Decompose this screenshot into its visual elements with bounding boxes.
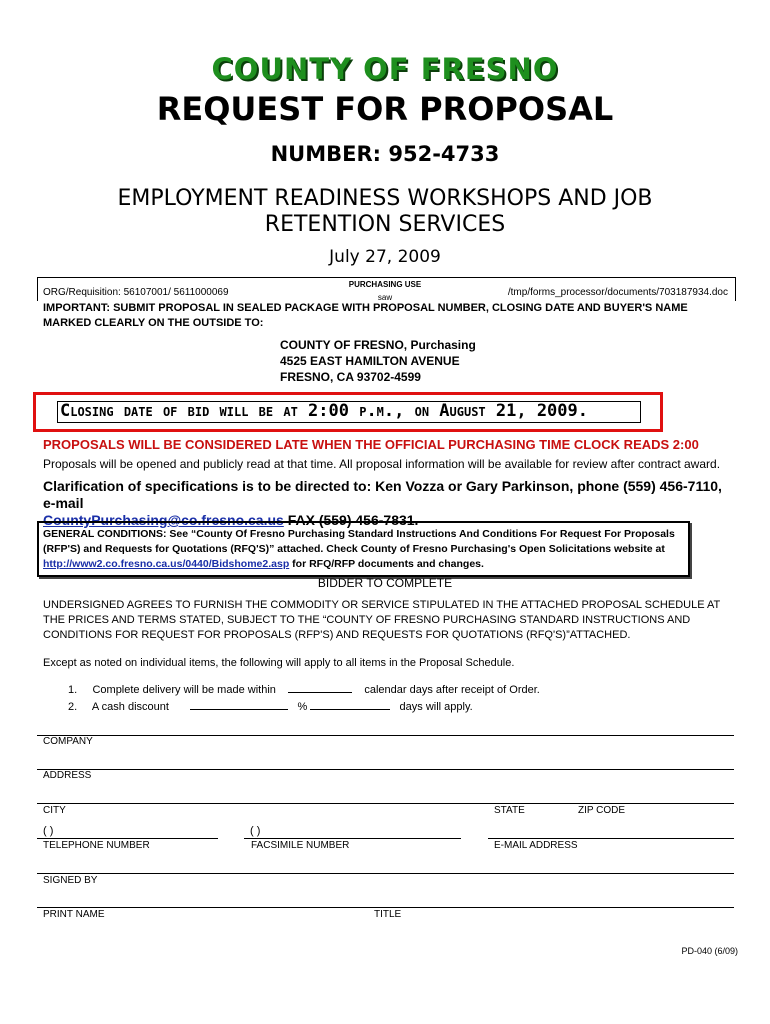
print-name-line xyxy=(37,907,734,908)
buyer-initials: saw xyxy=(377,293,393,302)
general-conditions xyxy=(43,527,688,572)
email-line xyxy=(488,838,734,839)
bidder-heading: BIDDER TO COMPLETE xyxy=(317,576,453,590)
general-conditions-suffix: for RFQ/RFP documents and changes. xyxy=(292,558,484,570)
company-line xyxy=(37,735,734,736)
discount-days-field[interactable] xyxy=(310,698,390,710)
proposal-number: NUMBER: 952-4733 xyxy=(270,142,500,166)
purchasing-use-label: PURCHASING USE xyxy=(348,280,422,289)
discount-percent-field[interactable] xyxy=(190,698,288,710)
address-line xyxy=(37,769,734,770)
form-id: PD-040 (6/09) xyxy=(681,946,738,956)
telephone-area-code[interactable]: ( ) xyxy=(43,825,54,837)
opening-notice: Proposals will be opened and publicly read at that time. All proposal information will be available for review after contract award. xyxy=(43,457,721,471)
file-path: /tmp/forms_processor/documents/703187934.doc xyxy=(507,287,728,298)
general-conditions-text: See “County Of Fresno Purchasing Standard Instructions And Conditions For Request For Proposals (RFP'S) and Requests for Quotations (RFQ'S)” attached. Check County of Fresno Purchasing's Open Solicitations website at xyxy=(43,528,675,555)
proposal-title: EMPLOYMENT READINESS WORKSHOPS AND JOB RETENTION SERVICES xyxy=(117,186,653,237)
undersigned-statement: UNDERSIGNED AGREES TO FURNISH THE COMMODITY OR SERVICE STIPULATED IN THE ATTACHED PROPOSAL SCHEDULE AT THE PRICES AND TERMS STATED, SUBJECT TO THE “COUNTY OF FRESNO PURCHASING STANDARD INSTRUCTIONS AND CONDITIONS FOR REQUEST FOR PROPOSALS (RFP'S) AND REQUESTS FOR QUOTATIONS (RFQ'S)”ATTACHED. xyxy=(43,599,721,641)
fax-line xyxy=(244,838,461,839)
fax-label: FACSIMILE NUMBER xyxy=(251,840,350,851)
item-text: Complete delivery will be made within xyxy=(92,684,276,696)
list-item xyxy=(68,681,540,698)
address-label: ADDRESS xyxy=(43,770,92,781)
important-notice: IMPORTANT: SUBMIT PROPOSAL IN SEALED PACKAGE WITH PROPOSAL NUMBER, CLOSING DATE AND BUYER'S NAME MARKED CLEARLY ON THE OUTSIDE TO: xyxy=(43,302,688,329)
purchasing-email-link[interactable]: CountyPurchasing@co.fresno.ca.us xyxy=(43,512,284,528)
state-label: STATE xyxy=(494,805,525,816)
delivery-days-field[interactable] xyxy=(288,681,352,693)
mailing-address xyxy=(280,337,476,385)
issue-date: July 27, 2009 xyxy=(329,247,441,267)
print-name-label: PRINT NAME xyxy=(43,909,105,920)
county-heading: COUNTY OF FRESNO xyxy=(211,52,559,86)
item-number: 1. xyxy=(68,684,78,696)
city-line xyxy=(37,803,734,804)
email-label: E-MAIL ADDRESS xyxy=(494,840,578,851)
org-requisition: ORG/Requisition: 56107001/ 5611000069 xyxy=(43,287,229,298)
company-field[interactable] xyxy=(37,744,734,766)
fax-area-code[interactable]: ( ) xyxy=(250,825,261,837)
item-number: 2. xyxy=(68,701,78,713)
list-item xyxy=(68,698,540,715)
telephone-label: TELEPHONE NUMBER xyxy=(43,840,150,851)
except-statement: Except as noted on individual items, the following will apply to all items in the Proposal Schedule. xyxy=(43,657,515,669)
fax-number: FAX (559) 456-7831. xyxy=(287,512,419,528)
clarification-text: Clarification of specifications is to be directed to: Ken Vozza or Gary Parkinson, phone (559) 456-7110, e-mail xyxy=(43,478,722,511)
item-text: A cash discount xyxy=(91,701,169,713)
general-conditions-label: GENERAL CONDITIONS: xyxy=(43,528,167,540)
percent-sign: % xyxy=(297,701,308,713)
signature-field[interactable] xyxy=(37,884,734,906)
document-type-heading: REQUEST FOR PROPOSAL xyxy=(156,90,614,128)
telephone-line xyxy=(37,838,218,839)
address-line-1: COUNTY OF FRESNO, Purchasing xyxy=(280,338,476,352)
zip-code-label: ZIP CODE xyxy=(578,805,626,816)
terms-list xyxy=(68,681,540,715)
address-field[interactable] xyxy=(37,779,734,801)
bids-website-link[interactable]: http://www2.co.fresno.ca.us/0440/Bidshome2.asp xyxy=(43,558,290,570)
company-label: COMPANY xyxy=(43,736,93,747)
signed-by-label: SIGNED BY xyxy=(43,875,98,886)
closing-date-text: Closing date of bid will be at 2:00 p.m., on August 21, 2009. xyxy=(60,401,588,421)
address-line-3: FRESNO, CA 93702-4599 xyxy=(280,370,421,384)
signed-line xyxy=(37,873,734,874)
late-notice: PROPOSALS WILL BE CONSIDERED LATE WHEN THE OFFICIAL PURCHASING TIME CLOCK READS 2:00 xyxy=(43,437,699,452)
item-text: calendar days after receipt of Order. xyxy=(364,684,540,696)
city-label: CITY xyxy=(43,805,66,816)
address-line-2: 4525 EAST HAMILTON AVENUE xyxy=(280,354,460,368)
title-label: TITLE xyxy=(374,909,402,920)
item-text: days will apply. xyxy=(399,701,473,713)
